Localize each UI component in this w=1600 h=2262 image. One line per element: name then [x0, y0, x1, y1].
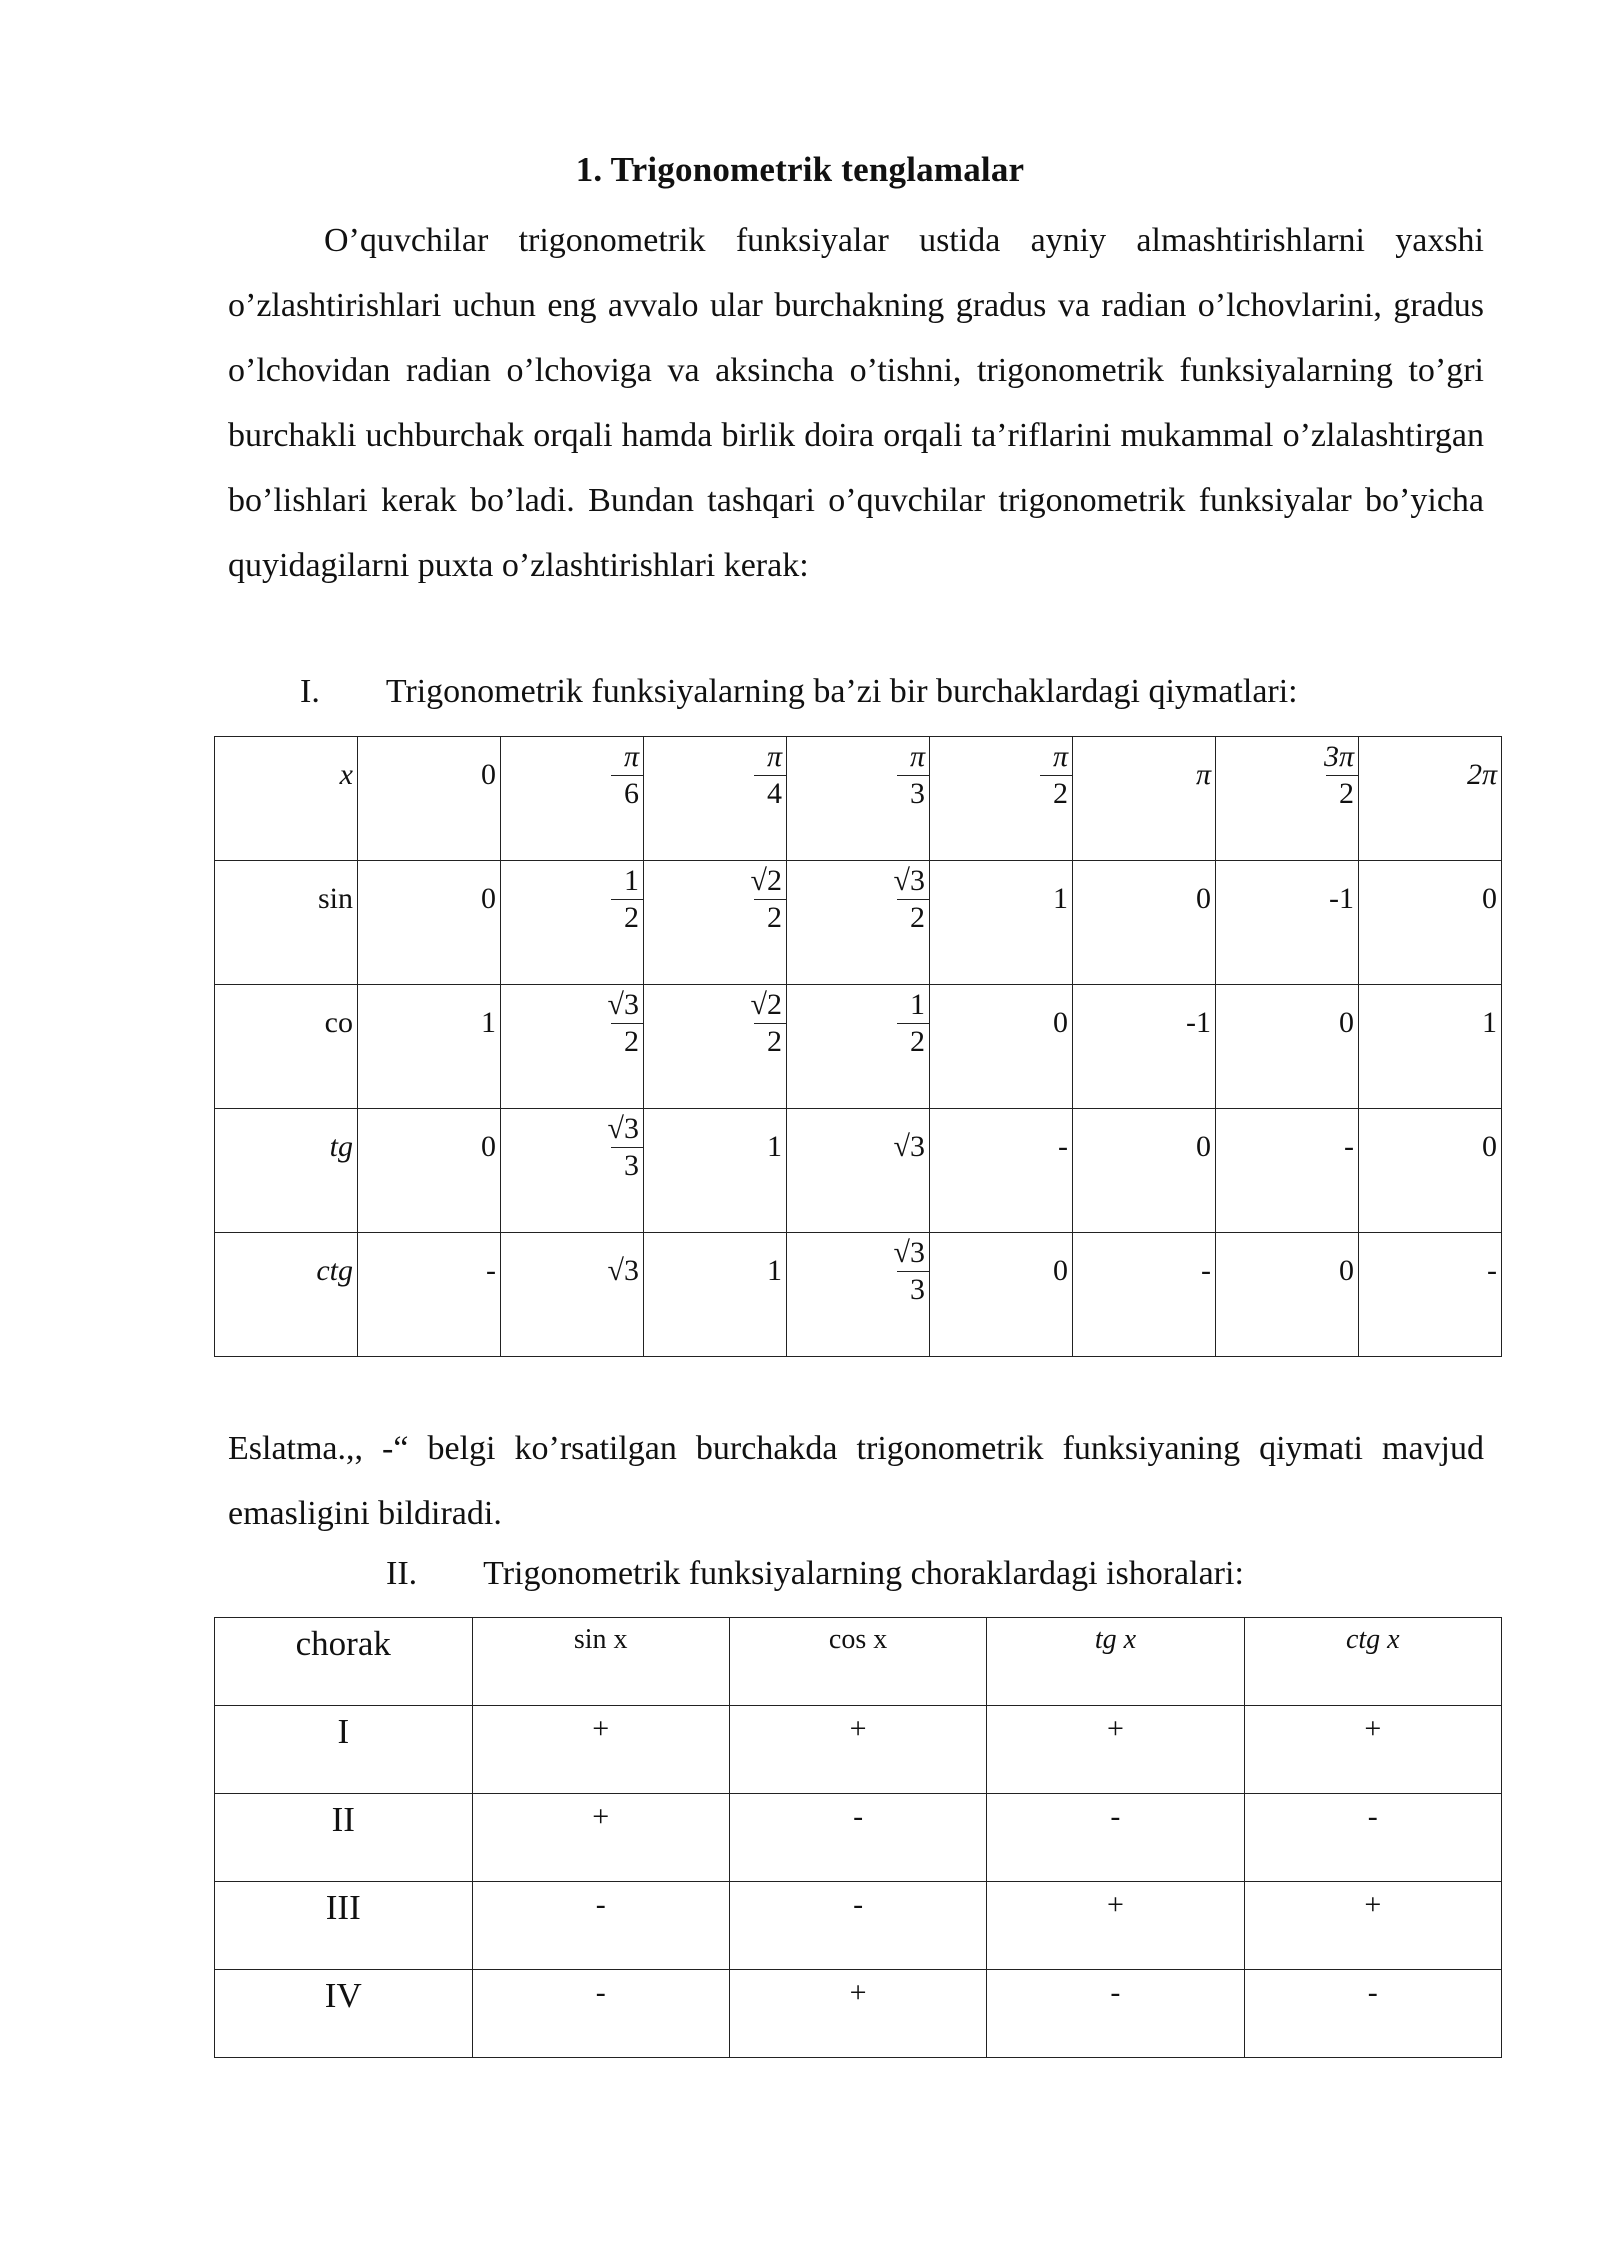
table-row — [215, 1233, 1502, 1357]
cell-value: 0 — [1053, 1254, 1068, 1287]
value-cell — [644, 985, 787, 1109]
cell-value: √3 — [607, 1254, 639, 1287]
value-cell — [1073, 985, 1216, 1109]
cell-value: - — [1201, 1254, 1211, 1287]
value-cell — [644, 1109, 787, 1233]
value-cell — [787, 737, 930, 861]
value-cell — [1073, 861, 1216, 985]
header-cell — [472, 1618, 729, 1706]
cell-value: - — [1344, 1130, 1354, 1163]
cell-value: 0 — [481, 882, 496, 915]
sign-cell — [987, 1882, 1244, 1970]
fraction: 3π 2 — [1288, 739, 1358, 812]
fraction: √3 3 — [859, 1235, 929, 1308]
quadrant-cell — [215, 1794, 473, 1882]
cell-value: - — [1058, 1130, 1068, 1163]
sign-value: - — [595, 1888, 606, 1921]
value-cell — [501, 1109, 644, 1233]
sign-value: + — [1106, 1712, 1124, 1745]
sign-cell — [987, 1970, 1244, 2058]
value-cell — [501, 985, 644, 1109]
cell-value: 1 — [481, 1006, 496, 1039]
fraction: π 2 — [1002, 739, 1072, 812]
table-row — [215, 1970, 1502, 2058]
header-label: cos x — [828, 1624, 888, 1655]
list-number: II. — [386, 1555, 418, 1592]
note-paragraph — [228, 1416, 1484, 1546]
cell-value: π — [1195, 758, 1211, 791]
quadrant-label: III — [325, 1888, 361, 1927]
value-cell — [644, 737, 787, 861]
fraction: √2 2 — [716, 987, 786, 1060]
sign-value: - — [595, 1976, 606, 2009]
intro-paragraph — [228, 208, 1484, 598]
value-cell — [1359, 985, 1502, 1109]
page-title: 1. Trigonometrik tenglamalar — [575, 150, 1025, 189]
value-cell — [358, 985, 501, 1109]
sign-cell — [1244, 1794, 1501, 1882]
value-cell — [1216, 985, 1359, 1109]
value-cell — [1359, 737, 1502, 861]
sign-value: + — [849, 1712, 867, 1745]
cell-value: 1 — [1482, 1006, 1497, 1039]
value-cell — [358, 1233, 501, 1357]
row-label: tg — [329, 1130, 353, 1163]
header-cell — [729, 1618, 986, 1706]
fraction: 1 2 — [573, 863, 643, 936]
sign-cell — [472, 1794, 729, 1882]
sign-value: - — [853, 1888, 864, 1921]
cell-value: 1 — [767, 1130, 782, 1163]
value-cell — [787, 1109, 930, 1233]
fraction: √3 2 — [573, 987, 643, 1060]
row-label-cell — [215, 985, 358, 1109]
sign-cell — [729, 1882, 986, 1970]
value-cell — [930, 985, 1073, 1109]
sign-value: + — [1364, 1712, 1382, 1745]
list-heading-text: Trigonometrik funksiyalarning choraklardagi ishoralari: — [483, 1555, 1244, 1592]
fraction: π 4 — [716, 739, 786, 812]
fraction: π 6 — [573, 739, 643, 812]
cell-value: 0 — [1053, 1006, 1068, 1039]
cell-value: 0 — [481, 1130, 496, 1163]
cell-value: - — [1487, 1254, 1497, 1287]
header-label: ctg x — [1345, 1624, 1400, 1655]
value-cell — [787, 985, 930, 1109]
cell-value: √3 — [893, 1130, 925, 1163]
quadrant-label: I — [337, 1712, 350, 1751]
sign-cell — [987, 1794, 1244, 1882]
table-row — [215, 1109, 1502, 1233]
cell-value: -1 — [1329, 882, 1354, 915]
trig-signs-table — [214, 1617, 1502, 2058]
fraction: √2 2 — [716, 863, 786, 936]
sign-value: - — [1367, 1800, 1378, 1833]
table-row — [215, 985, 1502, 1109]
cell-value: 0 — [1339, 1254, 1354, 1287]
sign-cell — [729, 1794, 986, 1882]
value-cell — [1359, 1233, 1502, 1357]
sign-value: + — [592, 1800, 610, 1833]
intro-paragraph-text: O’quvchilar trigonometrik funksiyalar ustida ayniy almashtirishlarni yaxshi o’zlashtirishlari uchun eng avvalo ular burchakning gradus va radian o’lchovlarini, gradus o’lchovidan radian o’lchoviga va aksincha o’tishni, trigonometrik funksiyalarning to’gri burchakli uchburchak orqali hamda birlik doira orqali ta’riflarini mukammal o’zlalashtirgan bo’lishlari kerak bo’ladi. Bundan tashqari o’quvchilar trigonometrik funksiyalar bo’yicha quyidagilarni puxta o’zlashtirishlari kerak: — [228, 222, 1484, 584]
value-cell — [1216, 1233, 1359, 1357]
quadrant-label: IV — [324, 1976, 362, 2015]
sign-cell — [729, 1970, 986, 2058]
cell-value: 1 — [1053, 882, 1068, 915]
list-number: I. — [300, 673, 320, 710]
value-cell — [930, 737, 1073, 861]
sign-value: - — [1110, 1800, 1121, 1833]
sign-value: + — [1106, 1888, 1124, 1921]
cell-value: 0 — [1196, 882, 1211, 915]
table-row — [215, 1706, 1502, 1794]
fraction: √3 3 — [573, 1111, 643, 1184]
header-label: tg x — [1094, 1624, 1137, 1655]
sign-value: - — [1367, 1976, 1378, 2009]
cell-value: 0 — [1339, 1006, 1354, 1039]
value-cell — [358, 1109, 501, 1233]
list-heading-text: Trigonometrik funksiyalarning ba’zi bir burchaklardagi qiymatlari: — [385, 673, 1298, 710]
sign-value: + — [849, 1976, 867, 2009]
value-cell — [930, 861, 1073, 985]
quadrant-cell — [215, 1970, 473, 2058]
table-row — [215, 737, 1502, 861]
sign-cell — [729, 1706, 986, 1794]
value-cell — [1073, 1109, 1216, 1233]
cell-value: 0 — [1196, 1130, 1211, 1163]
value-cell — [930, 1109, 1073, 1233]
table-row — [215, 1794, 1502, 1882]
sign-value: - — [853, 1800, 864, 1833]
value-cell — [1216, 861, 1359, 985]
cell-value: -1 — [1186, 1006, 1211, 1039]
value-cell — [358, 737, 501, 861]
value-cell — [1359, 1109, 1502, 1233]
sign-cell — [1244, 1706, 1501, 1794]
table-row — [215, 861, 1502, 985]
sign-cell — [987, 1706, 1244, 1794]
cell-value: 2π — [1466, 758, 1497, 791]
row-label: co — [324, 1006, 353, 1039]
fraction: √3 2 — [859, 863, 929, 936]
note-text: Eslatma.,, -“ belgi ko’rsatilgan burchakda trigonometrik funksiyaning qiymati mavjud emasligini bildiradi. — [228, 1430, 1484, 1532]
cell-value: 0 — [1482, 1130, 1497, 1163]
value-cell — [1216, 737, 1359, 861]
header-cell — [215, 1618, 473, 1706]
value-cell — [787, 861, 930, 985]
row-label-cell — [215, 737, 358, 861]
row-label-cell — [215, 1233, 358, 1357]
cell-value: 0 — [1482, 882, 1497, 915]
sign-cell — [472, 1706, 729, 1794]
quadrant-cell — [215, 1882, 473, 1970]
quadrant-cell — [215, 1706, 473, 1794]
sign-cell — [1244, 1882, 1501, 1970]
header-cell — [987, 1618, 1244, 1706]
trig-values-table — [214, 736, 1502, 1357]
value-cell — [501, 861, 644, 985]
fraction: 1 2 — [859, 987, 929, 1060]
sign-value: + — [592, 1712, 610, 1745]
value-cell — [644, 861, 787, 985]
row-label: x — [339, 758, 353, 791]
cell-value: 1 — [767, 1254, 782, 1287]
sign-value: + — [1364, 1888, 1382, 1921]
value-cell — [1216, 1109, 1359, 1233]
list-heading-2 — [386, 1554, 1244, 1594]
value-cell — [787, 1233, 930, 1357]
table-row — [215, 1618, 1502, 1706]
header-label: chorak — [295, 1624, 391, 1663]
row-label-cell — [215, 861, 358, 985]
fraction: π 3 — [859, 739, 929, 812]
list-heading-1 — [300, 672, 1298, 712]
value-cell — [358, 861, 501, 985]
table-row — [215, 1882, 1502, 1970]
row-label-cell — [215, 1109, 358, 1233]
row-label: ctg — [316, 1254, 353, 1287]
sign-value: - — [1110, 1976, 1121, 2009]
header-label: sin x — [573, 1624, 628, 1655]
header-cell — [1244, 1618, 1501, 1706]
value-cell — [501, 737, 644, 861]
cell-value: 0 — [481, 758, 496, 791]
sign-cell — [1244, 1970, 1501, 2058]
value-cell — [930, 1233, 1073, 1357]
value-cell — [501, 1233, 644, 1357]
value-cell — [1359, 861, 1502, 985]
quadrant-label: II — [331, 1800, 355, 1839]
row-label: sin — [317, 882, 353, 915]
sign-cell — [472, 1970, 729, 2058]
cell-value: - — [486, 1254, 496, 1287]
value-cell — [1073, 1233, 1216, 1357]
sign-cell — [472, 1882, 729, 1970]
value-cell — [644, 1233, 787, 1357]
value-cell — [1073, 737, 1216, 861]
